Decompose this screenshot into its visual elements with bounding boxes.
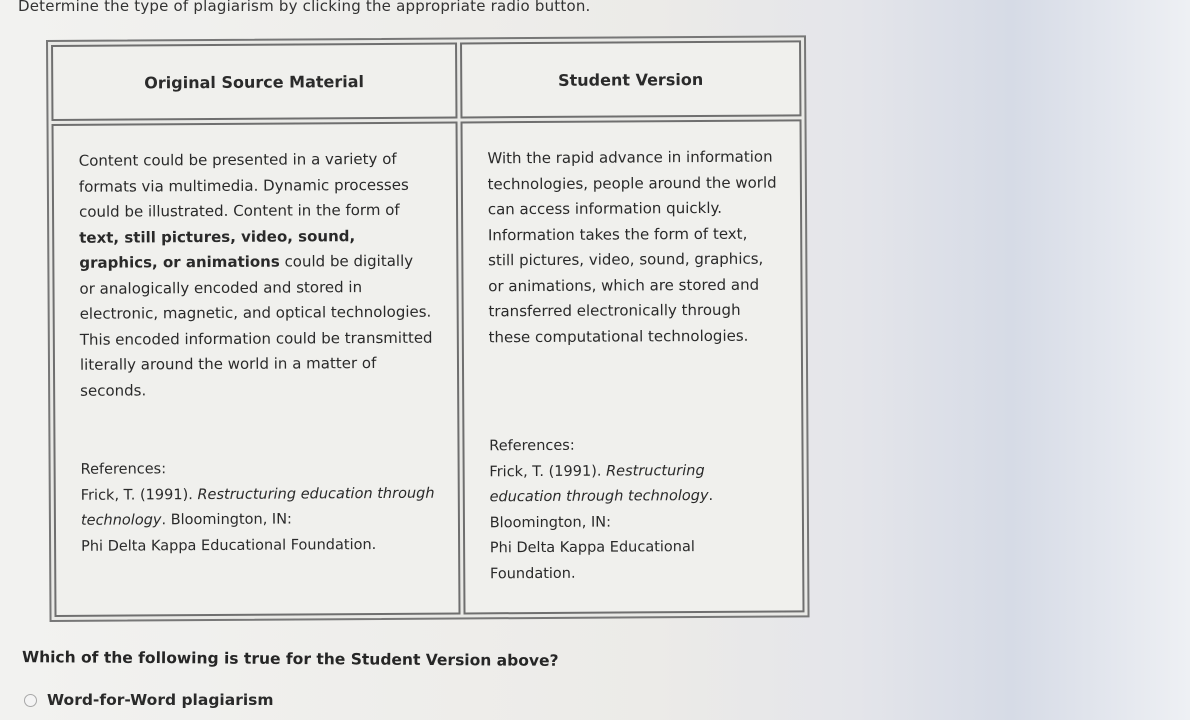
student-references (489, 433, 779, 588)
references-label: References: (80, 461, 167, 478)
option-word-for-word[interactable] (24, 691, 274, 709)
original-references (81, 456, 435, 560)
radio-button[interactable] (24, 694, 37, 707)
instruction-text: Determine the type of plagiarism by clicking the appropriate radio button. (18, 0, 591, 15)
student-version-cell (460, 119, 804, 614)
references-label: References: (489, 437, 575, 455)
option-label: Word-for-Word plagiarism (47, 691, 274, 709)
student-version-text: With the rapid advance in information technologies, people around the world can access information quickly. Information takes the form of text, still pictures, video, sound, graphics, or animations, which are stored and transferred electronically through these computational technologies. (487, 147, 777, 346)
reference-entry: Frick, T. (1991). Restructuring education through technology. Bloomington, IN: Phi Delta Kappa Educational Foundation. (489, 462, 714, 582)
original-source-cell (52, 121, 461, 616)
question-text: Which of the following is true for the Student Version above? (21, 648, 559, 670)
header-student-version: Student Version (460, 40, 802, 118)
reference-entry: Frick, T. (1991). Restructuring education through technology. Bloomington, IN: Phi Delta Kappa Educational Foundation. (80, 485, 435, 555)
original-source-text: Content could be presented in a variety of formats via multimedia. Dynamic processes could be illustrated. Content in the form of text, still pictures, video, sound, graphics, or animations could be digitally or analogically encoded and stored in electronic, magnetic, and optical technologies. This encoded information could be transmitted literally around the world in a matter of seconds. (78, 149, 433, 400)
comparison-table (46, 35, 810, 622)
header-original-source: Original Source Material (51, 42, 457, 120)
